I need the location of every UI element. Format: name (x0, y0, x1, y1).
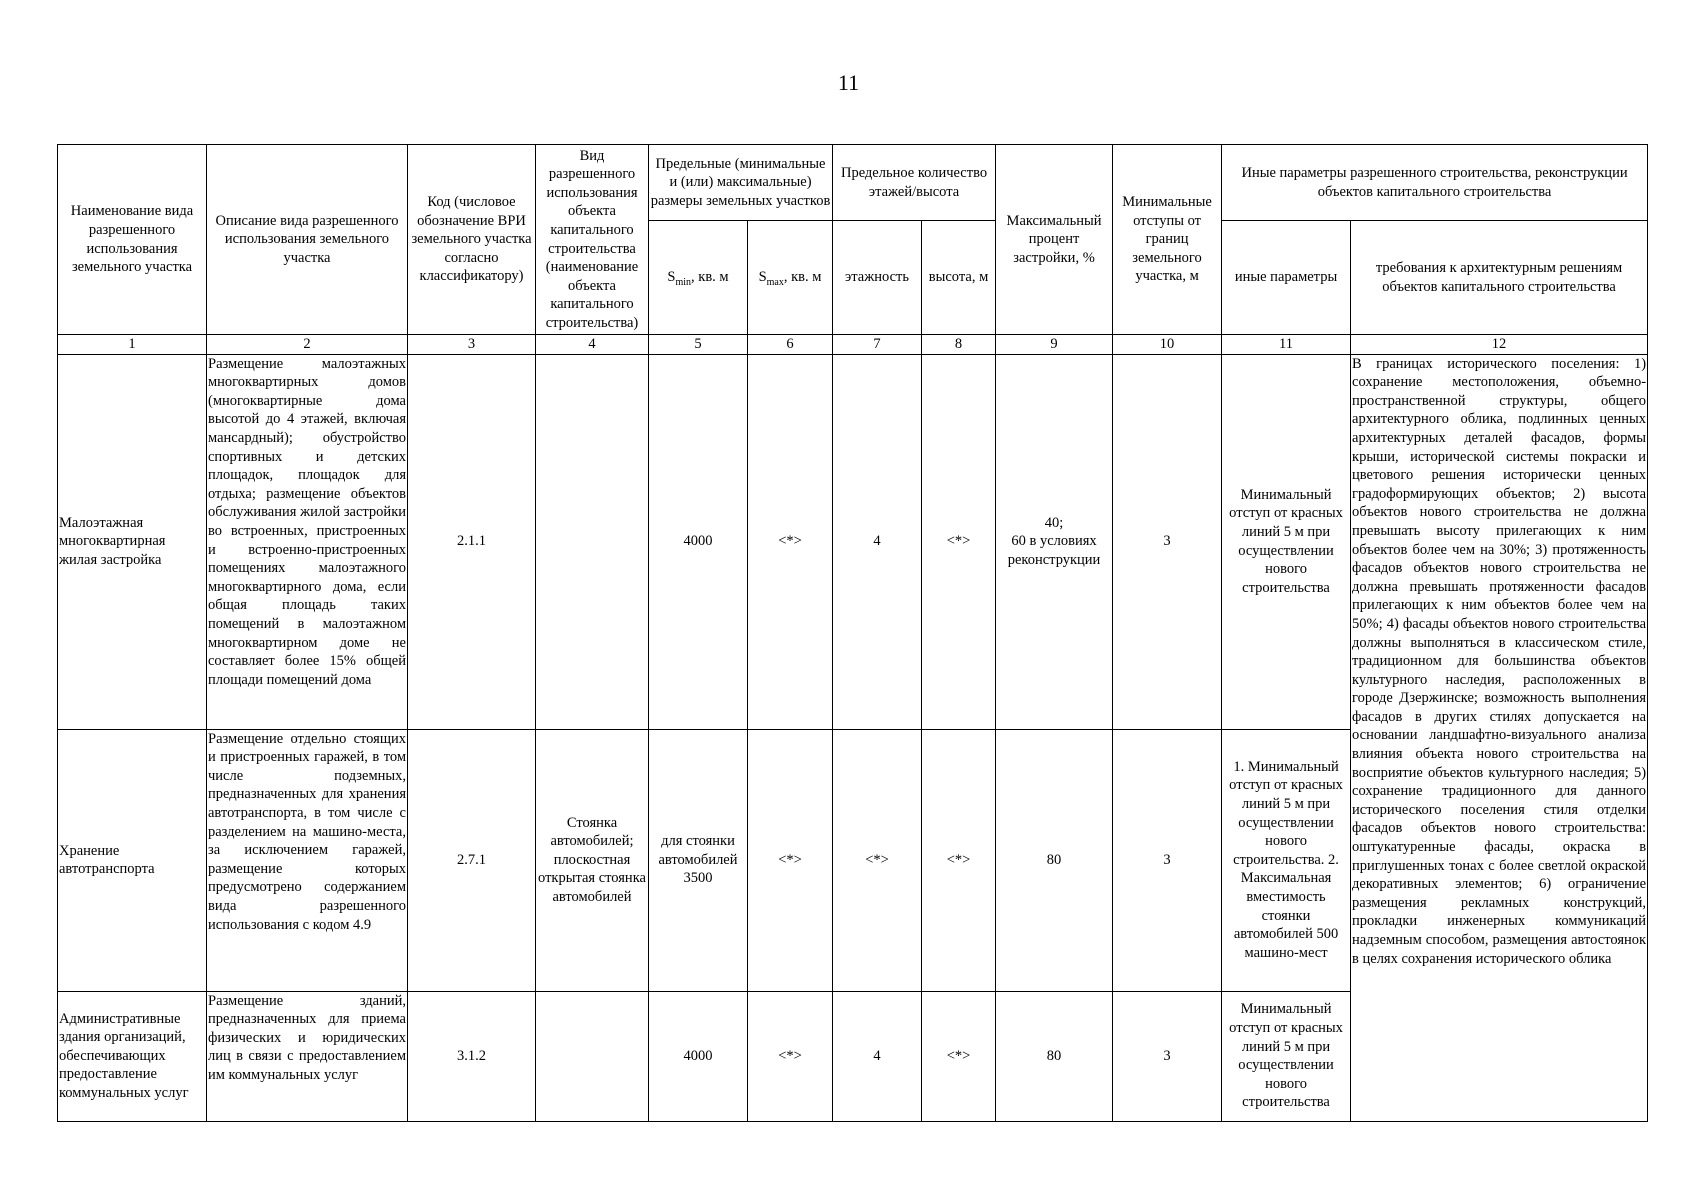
header-group-floors-height: Предельное количество этажей/высота (833, 145, 996, 221)
column-number: 10 (1113, 335, 1222, 355)
vri-code: 3.1.2 (408, 991, 536, 1121)
other-params-value: Минимальный отступ от красных линий 5 м при осуществлении нового строительства (1222, 354, 1351, 729)
column-number: 4 (536, 335, 649, 355)
s-min-value: 4000 (649, 991, 748, 1121)
column-number: 9 (996, 335, 1113, 355)
s-max-value: <*> (748, 991, 833, 1121)
column-number: 1 (58, 335, 207, 355)
max-percent-value: 80 (996, 991, 1113, 1121)
oks-type (536, 991, 649, 1121)
header-vri-name: Наименование вида разрешенного использования земельного участка (58, 145, 207, 335)
setback-value: 3 (1113, 991, 1222, 1121)
height-value: <*> (922, 354, 996, 729)
arch-requirements-text: В границах исторического поселения: 1) сохранение местоположения, объемно-пространственной структуры, общего архитектурного облика, подлинных ценных архитектурных деталей фасадов, формы крыши, исторической системы покраски и цветового решения исторически ценных градоформирующих объектов; 2) высота объектов нового строительства не должна превышать высоту прилегающих к ним объектов более чем на 30%; 3) протяженность фасадов объектов нового строительства не должна превышать протяженности фасадов прилегающих к ним объектов более чем на 50%; 4) фасады объектов нового строительства должны выполняться в классическом стиле, традиционном для большинства объектов культурного наследия, расположенных в городе Дзержинске; возможность выполнения фасадов в других стилях допускается на основании ландшафтно-визуального анализа влияния объекта нового строительства на восприятие объектов культурного наследия; 5) сохранение традиционного для данного исторического поселения стиля отделки фасадов объектов нового строительства: оштукатуренные фасады, окраска в приглушенных тонах с более светлой окраской декоративных элементов; 6) ограничение размещения рекламных конструкций, прокладки инженерных коммуникаций надземным способом, размещения автостоянок в целях сохранения исторического облика (1351, 354, 1648, 1121)
vri-name: Малоэтажная многоквартирная жилая застройка (58, 354, 207, 729)
header-height: высота, м (922, 221, 996, 335)
vri-code: 2.1.1 (408, 354, 536, 729)
max-percent-line: 40; (1044, 514, 1064, 531)
header-s-max: $S_{max}$, кв. м (748, 221, 833, 335)
vri-name: Хранение автотранспорта (58, 729, 207, 991)
column-number: 7 (833, 335, 922, 355)
oks-type (536, 354, 649, 729)
header-oks-type: Вид разрешенного использования объекта капитального строительства (наименование объекта капитального строительства) (536, 145, 649, 335)
column-number: 2 (207, 335, 408, 355)
column-number: 6 (748, 335, 833, 355)
column-number: 12 (1351, 335, 1648, 355)
s-max-value: <*> (748, 354, 833, 729)
header-other-params: иные параметры (1222, 221, 1351, 335)
oks-type: Стоянка автомобилей; плоскостная открытая стоянка автомобилей (536, 729, 649, 991)
vri-name: Административные здания организаций, обеспечивающих предоставление коммунальных услуг (58, 991, 207, 1121)
header-min-setbacks: Минимальные отступы от границ земельного участка, м (1113, 145, 1222, 335)
vri-description: Размещение зданий, предназначенных для приема физических и юридических лиц в связи с предоставлением им коммунальных услуг (207, 991, 408, 1121)
column-number: 8 (922, 335, 996, 355)
vri-description: Размещение отдельно стоящих и пристроенных гаражей, в том числе подземных, предназначенных для хранения автотранспорта, в том числе с разделением на машино-места, за исключением гаражей, размещение которых предусмотрено содержанием вида разрешенного использования с кодом 4.9 (207, 729, 408, 991)
header-row-1 (58, 145, 1648, 221)
other-params-value: 1. Минимальный отступ от красных линий 5 м при осуществлении нового строительства. 2. Максимальная вместимость стоянки автомобилей 500 машино-мест (1222, 729, 1351, 991)
column-number: 5 (649, 335, 748, 355)
max-percent-value (996, 354, 1113, 729)
floors-value: <*> (833, 729, 922, 991)
header-arch-requirements: требования к архитектурным решениям объектов капитального строительства (1351, 221, 1648, 335)
vri-description: Размещение малоэтажных многоквартирных домов (многоквартирные дома высотой до 4 этажей, включая мансардный); обустройство спортивных и детских площадок, площадок для отдыха; размещение объектов обслуживания жилой застройки во встроенных, пристроенных и встроенно-пристроенных помещениях малоэтажного многоквартирного дома, если общая площадь таких помещений в малоэтажном многоквартирном доме не составляет более 15% общей площади помещений дома (207, 354, 408, 729)
column-number: 3 (408, 335, 536, 355)
floors-value: 4 (833, 991, 922, 1121)
column-number: 11 (1222, 335, 1351, 355)
other-params-value: Минимальный отступ от красных линий 5 м при осуществлении нового строительства (1222, 991, 1351, 1121)
floors-value: 4 (833, 354, 922, 729)
header-group-plot-sizes: Предельные (минимальные и (или) максимальные) размеры земельных участков (649, 145, 833, 221)
table-row (58, 354, 1648, 729)
page-number: 11 (837, 70, 860, 95)
max-percent-line: 60 в условиях реконструкции (1007, 533, 1101, 568)
height-value: <*> (922, 991, 996, 1121)
header-floors: этажность (833, 221, 922, 335)
s-max-value: <*> (748, 729, 833, 991)
max-percent-value: 80 (996, 729, 1113, 991)
height-value: <*> (922, 729, 996, 991)
zoning-parameters-table (57, 144, 1648, 1122)
s-min-value: 4000 (649, 354, 748, 729)
s-min-value: для стоянки автомобилей 3500 (649, 729, 748, 991)
setback-value: 3 (1113, 354, 1222, 729)
column-number-row (58, 335, 1648, 355)
header-s-min: $S_{min}$, кв. м (649, 221, 748, 335)
header-vri-code: Код (числовое обозначение ВРИ земельного участка согласно классификатору) (408, 145, 536, 335)
header-vri-description: Описание вида разрешенного использования земельного участка (207, 145, 408, 335)
vri-code: 2.7.1 (408, 729, 536, 991)
header-max-build-percent: Максимальный процент застройки, % (996, 145, 1113, 335)
setback-value: 3 (1113, 729, 1222, 991)
header-group-other-params: Иные параметры разрешенного строительства, реконструкции объектов капитального строительства (1222, 145, 1648, 221)
